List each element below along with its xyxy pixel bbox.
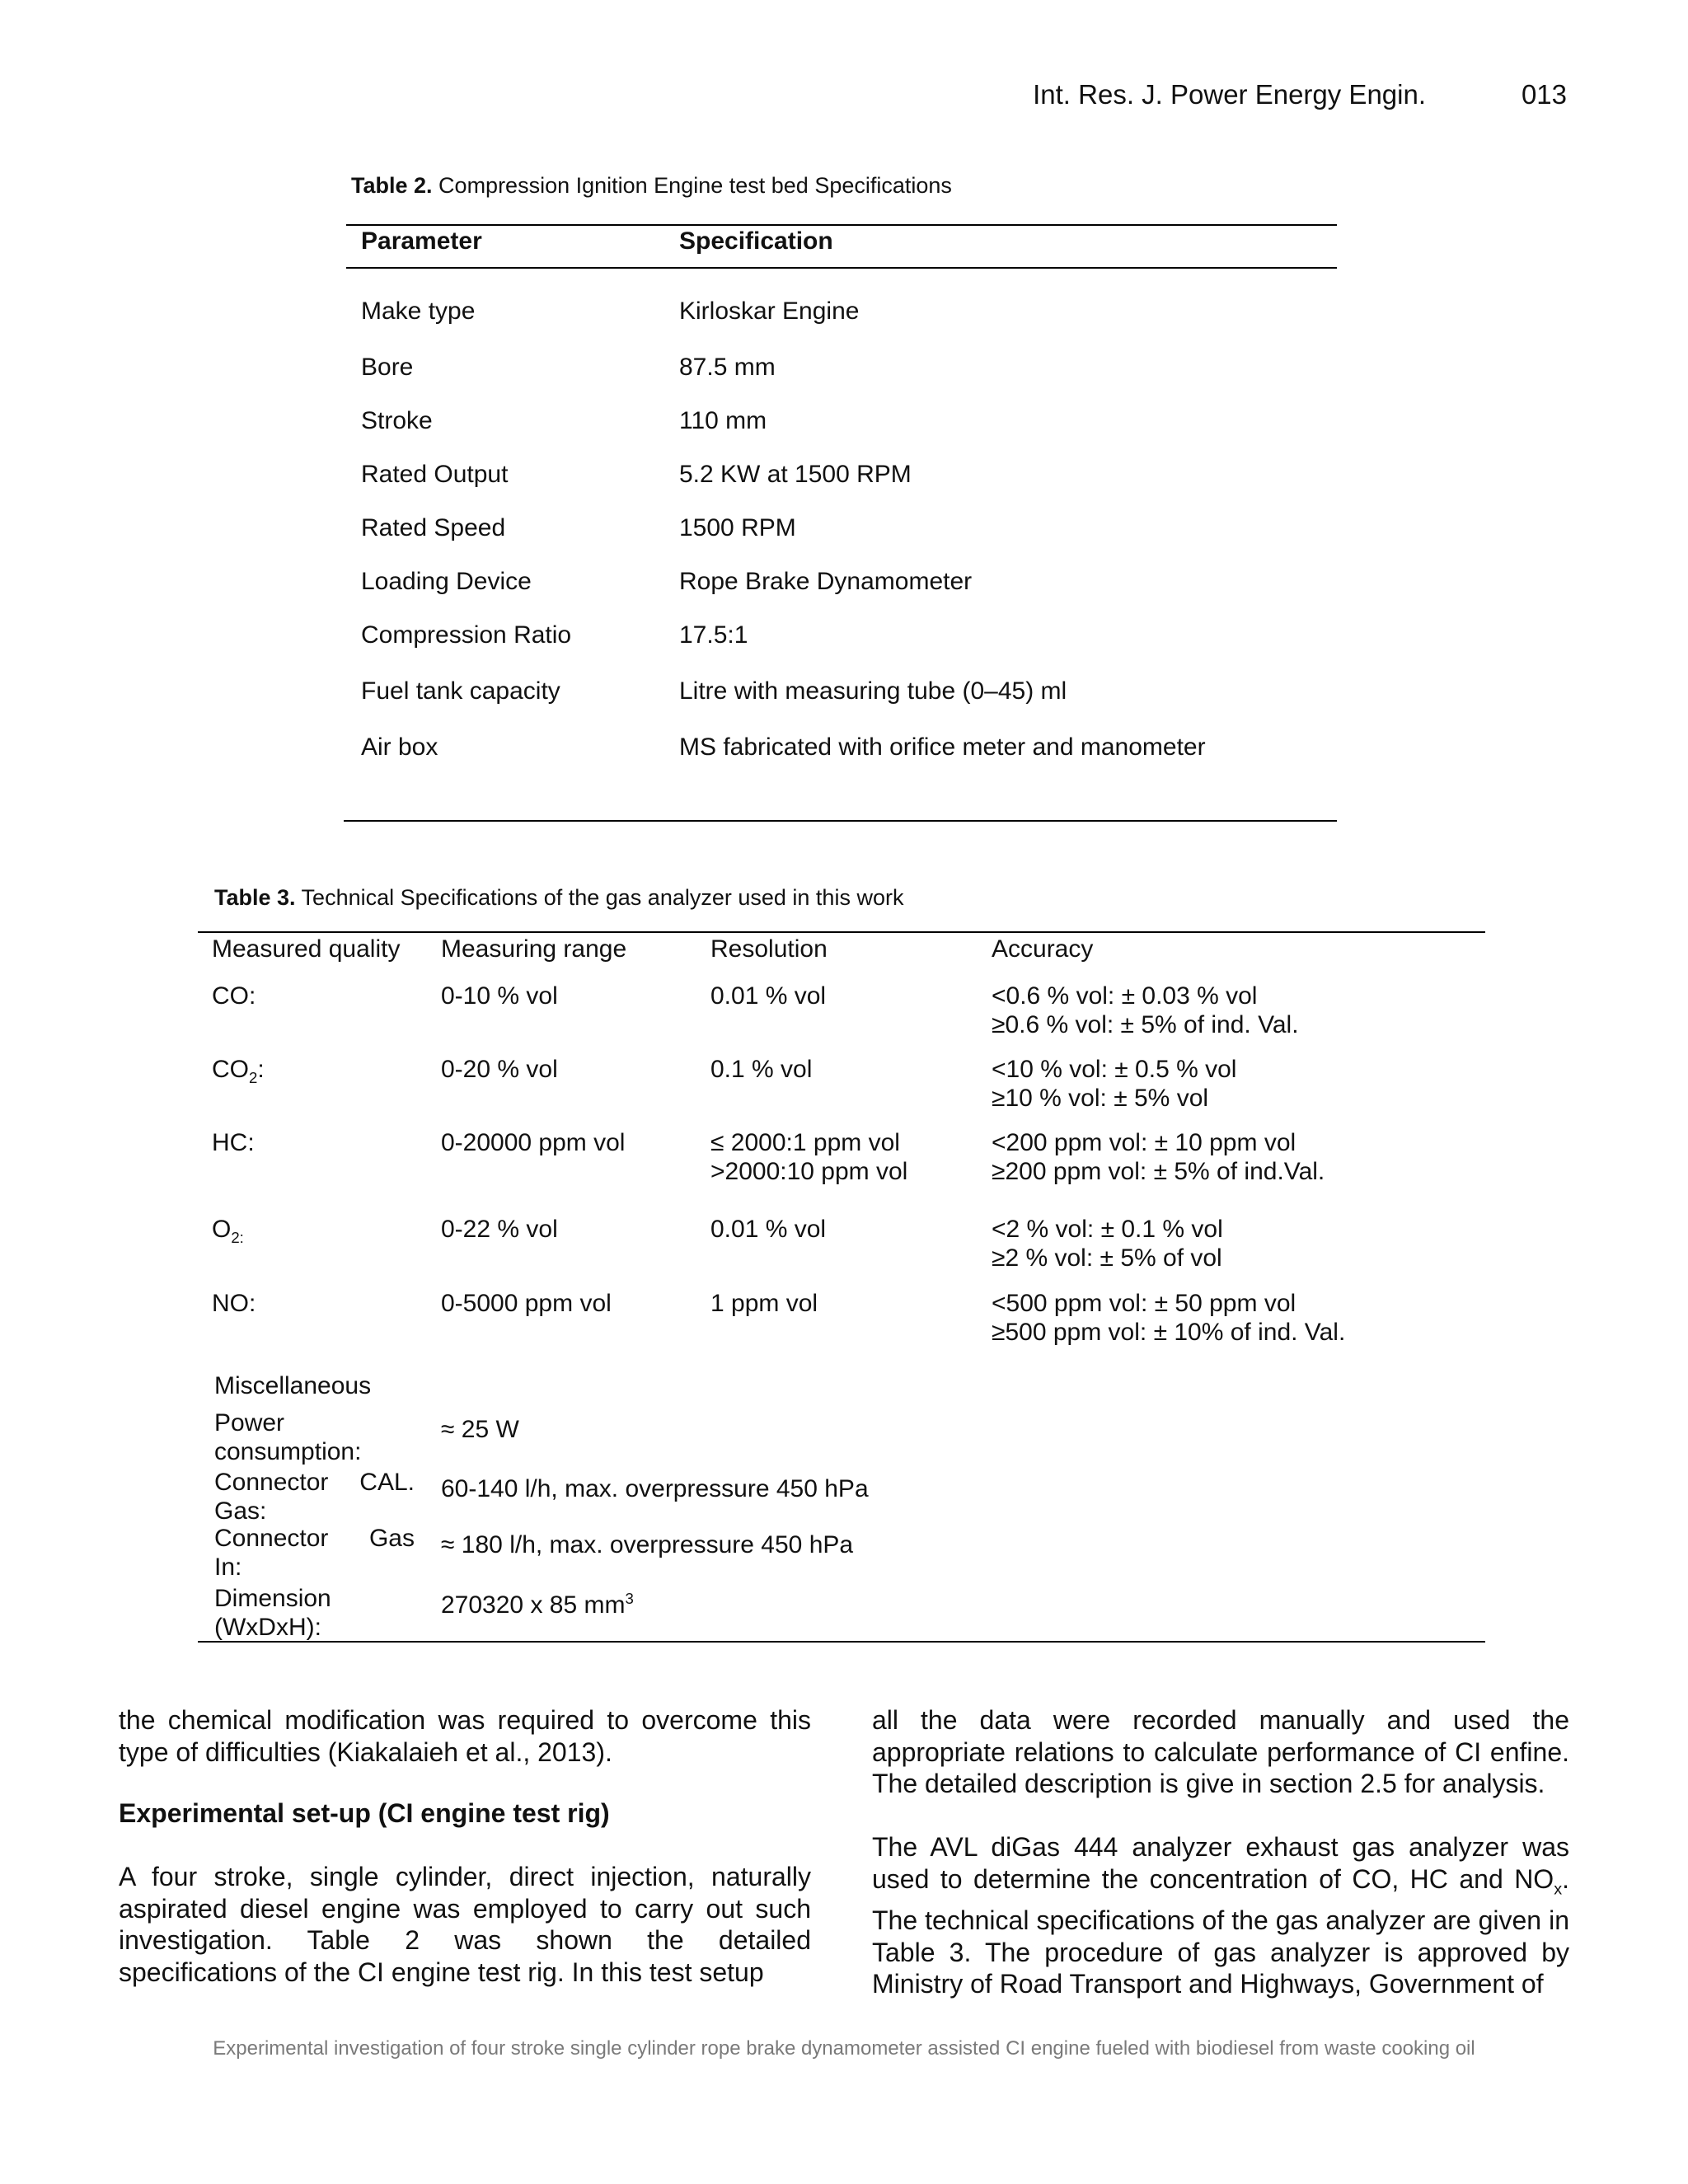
table2-param: Loading Device <box>361 568 532 595</box>
table3-misc-value: 270320 x 85 $mm^3$ <box>441 1590 634 1619</box>
table2-spec: Kirloskar Engine <box>679 298 860 325</box>
body-left-paragraph-1: the chemical modification was required to overcome this type of difficulties (Kiakalaieh et al., 2013). <box>119 1705 811 1767</box>
table3-range: 0-20000 ppm vol <box>441 1129 626 1156</box>
table3-misc-value: 60-140 l/h, max. overpressure 450 hPa <box>441 1475 869 1502</box>
table3-range: 0-5000 ppm vol <box>441 1290 612 1317</box>
table3-top-rule <box>198 931 1485 933</box>
table3-header-resolution: Resolution <box>710 935 828 963</box>
table3-quality: $O_{2:}$ <box>212 1216 244 1246</box>
table3-header-accuracy: Accuracy <box>992 935 1094 963</box>
table2-bottom-rule <box>344 820 1337 822</box>
table2-spec: 5.2 KW at 1500 RPM <box>679 461 912 488</box>
table2-caption <box>351 173 952 199</box>
table2-param: Compression Ratio <box>361 621 572 649</box>
table3-misc-label: Connector Gas In: <box>214 1525 415 1581</box>
table2-param: Stroke <box>361 407 433 434</box>
table3-misc-label: Power consumption: <box>214 1409 362 1465</box>
table2-caption-label: Table 2. <box>351 173 433 198</box>
table2-spec: 110 mm <box>679 407 767 434</box>
body-right-paragraph-1: all the data were recorded manually and used the appropriate relations to calculate performance of CI enfine. The detailed description is give in section 2.5 for analysis. <box>872 1705 1569 1798</box>
table3-misc-label: Connector CAL. Gas: <box>214 1469 415 1525</box>
table2-spec: Rope Brake Dynamometer <box>679 568 973 595</box>
table2-top-rule <box>346 224 1337 226</box>
table3-accuracy: <2 % vol: ± 0.1 % vol ≥2 % vol: ± 5% of vol <box>992 1216 1223 1272</box>
journal-title: Int. Res. J. Power Energy Engin. <box>1033 79 1426 110</box>
table3-resolution: 0.01 % vol <box>710 982 827 1010</box>
table3-bottom-rule <box>198 1641 1485 1643</box>
table3-quality: NO: <box>212 1290 256 1317</box>
table3-range: 0-20 % vol <box>441 1056 558 1083</box>
table3-resolution: 0.01 % vol <box>710 1216 827 1243</box>
table2-param: Rated Output <box>361 461 509 488</box>
table2-param: Air box <box>361 733 438 761</box>
table3-caption-text: Technical Specifications of the gas analyzer used in this work <box>295 885 904 910</box>
table3-misc-value: ≈ 25 W <box>441 1416 519 1443</box>
table3-range: 0-10 % vol <box>441 982 558 1010</box>
table3-range: 0-22 % vol <box>441 1216 558 1243</box>
table2-header-specification: Specification <box>679 227 833 255</box>
page-number: 013 <box>1521 79 1567 110</box>
body-right-paragraph-2: The AVL diGas 444 analyzer exhaust gas analyzer was used to determine the concentration of CO, HC and $NO_x$. The technical specifications of the gas analyzer are given in Table 3. The procedure of gas analyzer is approved by Ministry of Road Transport and Highways, Government of <box>872 1832 1569 1999</box>
table3-misc-value: ≈ 180 l/h, max. overpressure 450 hPa <box>441 1531 854 1558</box>
table2-spec: 87.5 mm <box>679 354 776 381</box>
table3-quality: $CO_2$: <box>212 1056 265 1086</box>
table2-header-rule <box>346 267 1337 269</box>
table2-param: Bore <box>361 354 414 381</box>
table3-quality: CO: <box>212 982 256 1010</box>
table2-param: Make type <box>361 298 476 325</box>
table2-param: Rated Speed <box>361 514 506 541</box>
table3-accuracy: <200 ppm vol: ± 10 ppm vol ≥200 ppm vol: ± 5% of ind.Val. <box>992 1129 1325 1185</box>
table2-caption-text: Compression Ignition Engine test bed Specifications <box>432 173 952 198</box>
table2-header-parameter: Parameter <box>361 227 482 255</box>
table2-spec: MS fabricated with orifice meter and manometer <box>679 733 1206 761</box>
table2-spec: 1500 RPM <box>679 514 796 541</box>
table3-header-quality: Measured quality <box>212 935 401 963</box>
table3-resolution: 1 ppm vol <box>710 1290 818 1317</box>
table3-caption-label: Table 3. <box>214 885 296 910</box>
table3-resolution: ≤ 2000:1 ppm vol >2000:10 ppm vol <box>710 1129 908 1185</box>
table2-spec: 17.5:1 <box>679 621 748 649</box>
table3-accuracy: <0.6 % vol: ± 0.03 % vol ≥0.6 % vol: ± 5% of ind. Val. <box>992 982 1299 1038</box>
table3-accuracy: <500 ppm vol: ± 50 ppm vol ≥500 ppm vol: ± 10% of ind. Val. <box>992 1290 1346 1346</box>
table3-quality: HC: <box>212 1129 255 1156</box>
table3-misc-label: Dimension (WxDxH): <box>214 1585 331 1641</box>
table3-misc-title: Miscellaneous <box>214 1372 372 1399</box>
table3-caption <box>214 885 903 911</box>
table3-resolution: 0.1 % vol <box>710 1056 813 1083</box>
body-left-paragraph-2: A four stroke, single cylinder, direct injection, naturally aspirated diesel engine was employed to carry out such investigation. Table 2 was shown the detailed specifications of the CI engine test rig. In this test setup <box>119 1862 811 1987</box>
table2-param: Fuel tank capacity <box>361 677 560 705</box>
section-heading: Experimental set-up (CI engine test rig) <box>119 1798 610 1828</box>
running-footer: Experimental investigation of four stroke single cylinder rope brake dynamometer assisted CI engine fueled with biodiesel from waste cooking oil <box>213 2037 1475 2060</box>
table3-header-range: Measuring range <box>441 935 627 963</box>
table2-spec: Litre with measuring tube (0–45) ml <box>679 677 1067 705</box>
table3-accuracy: <10 % vol: ± 0.5 % vol ≥10 % vol: ± 5% vol <box>992 1056 1237 1112</box>
